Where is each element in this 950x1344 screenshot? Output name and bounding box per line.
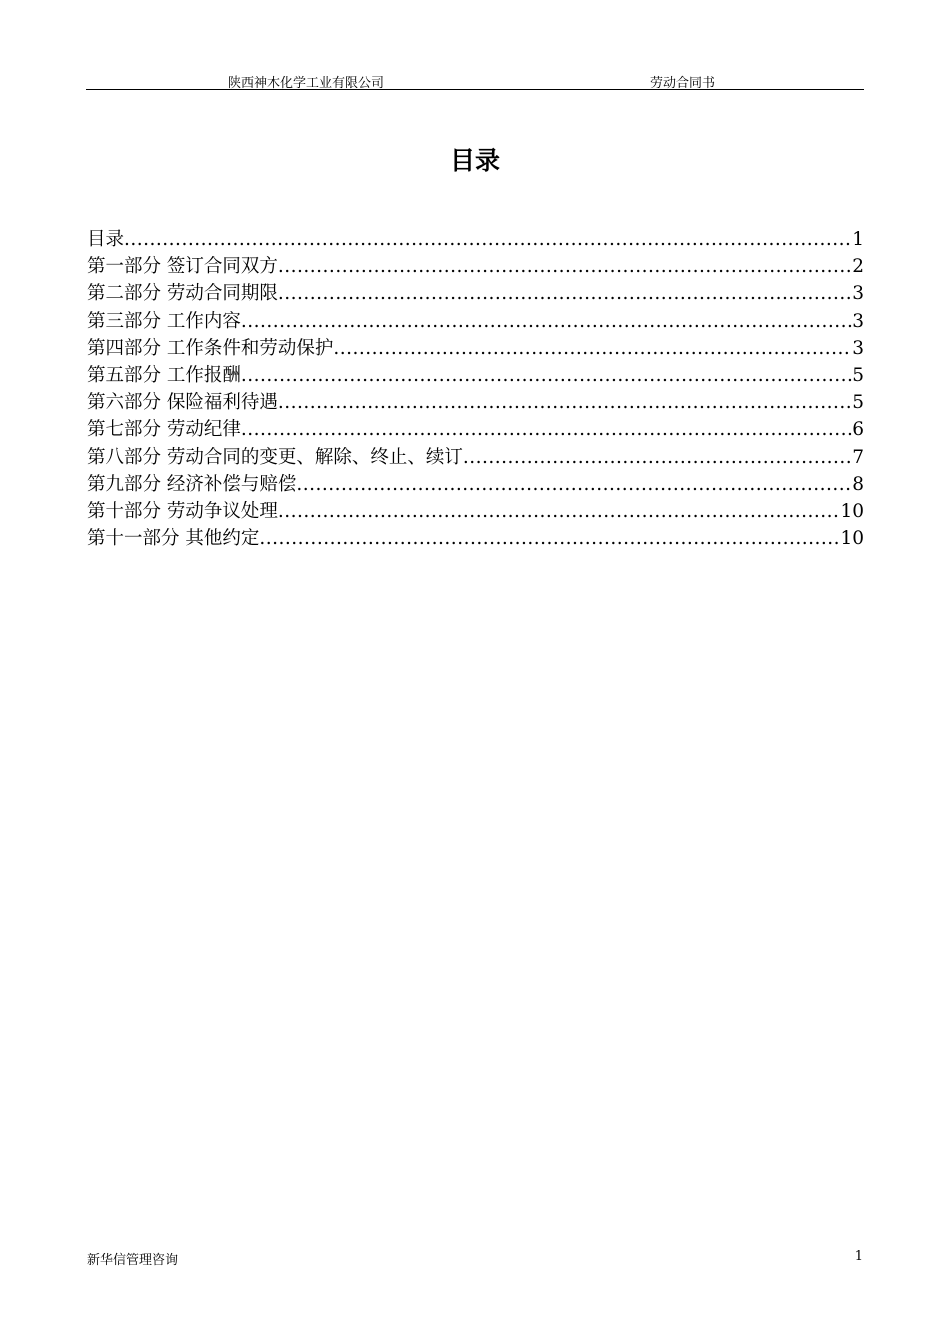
toc-heading: 目录	[449, 146, 500, 175]
toc-entry[interactable]	[87, 362, 864, 389]
toc-entry-page: 8	[852, 473, 864, 495]
toc-entry-page: 10	[840, 500, 864, 522]
page-header	[86, 70, 864, 90]
toc-dot-leader	[241, 416, 852, 443]
toc-entry-page: 1	[852, 229, 864, 250]
toc-entry-page: 10	[840, 528, 864, 550]
toc-entry[interactable]	[87, 226, 864, 253]
toc-entry-title: 第十部分 劳动争议处理	[87, 500, 278, 522]
toc-entry[interactable]	[87, 444, 864, 471]
footer-organization: 新华信管理咨询	[87, 1253, 179, 1268]
toc-entry-page: 3	[852, 337, 864, 359]
toc-entry-title: 第二部分 劳动合同期限	[87, 283, 278, 305]
toc-entry-title: 第六部分 保险福利待遇	[87, 392, 278, 414]
toc-dot-leader	[463, 444, 852, 471]
header-document-title: 劳动合同书	[650, 76, 716, 91]
toc-dot-leader	[278, 389, 852, 416]
toc-entry-page: 5	[852, 364, 864, 386]
toc-dot-leader	[278, 280, 852, 307]
toc-entry-title: 第十一部分 其他约定	[87, 528, 260, 550]
toc-dot-leader	[241, 308, 852, 335]
toc-entry[interactable]	[87, 335, 864, 362]
toc-entry-page: 3	[852, 310, 864, 332]
toc-entry-page: 7	[852, 446, 864, 468]
table-of-contents	[87, 226, 864, 552]
toc-dot-leader	[241, 362, 852, 389]
toc-entry[interactable]	[87, 498, 864, 525]
toc-dot-leader	[124, 226, 852, 253]
toc-entry-title: 第九部分 经济补偿与赔偿	[87, 473, 297, 495]
toc-entry[interactable]	[87, 525, 864, 552]
toc-entry-title: 第八部分 劳动合同的变更、解除、终止、续订	[87, 446, 463, 468]
toc-entry-title: 第七部分 劳动纪律	[87, 419, 241, 441]
toc-entry-title: 第五部分 工作报酬	[87, 364, 241, 386]
toc-entry-page: 2	[852, 256, 864, 278]
toc-dot-leader	[296, 471, 852, 498]
footer-page-number: 1	[854, 1249, 863, 1264]
toc-entry[interactable]	[87, 389, 864, 416]
toc-entry-page: 6	[852, 419, 864, 441]
toc-dot-leader	[333, 335, 852, 362]
toc-entry-page: 3	[852, 283, 864, 305]
toc-entry[interactable]	[87, 253, 864, 280]
toc-dot-leader	[278, 253, 852, 280]
toc-entry-title: 目录	[87, 229, 125, 250]
toc-entry[interactable]	[87, 416, 864, 443]
toc-entry-title: 第一部分 签订合同双方	[87, 256, 278, 278]
toc-entry[interactable]	[87, 280, 864, 307]
toc-entry[interactable]	[87, 308, 864, 335]
toc-entry-page: 5	[852, 392, 864, 414]
toc-dot-leader	[259, 525, 840, 552]
toc-entry-title: 第三部分 工作内容	[87, 310, 241, 332]
toc-dot-leader	[278, 498, 841, 525]
header-company-name: 陕西神木化学工业有限公司	[228, 76, 385, 91]
toc-entry-title: 第四部分 工作条件和劳动保护	[87, 337, 334, 359]
toc-entry[interactable]	[87, 471, 864, 498]
